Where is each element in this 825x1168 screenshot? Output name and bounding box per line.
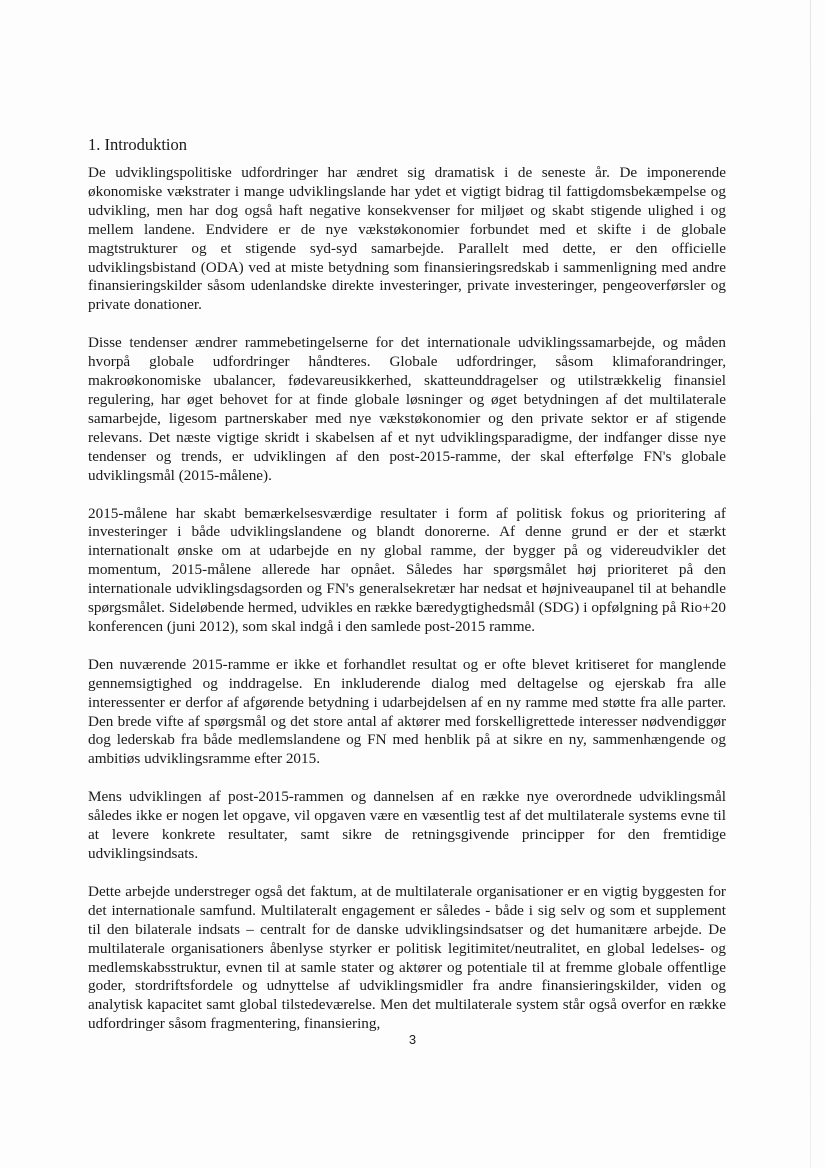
paragraph-1: De udviklingspolitiske udfordringer har ændret sig dramatisk i de seneste år. De imponerende økonomiske vækstrater i mange udviklingslande har ydet et vigtigt bidrag til fattigdomsbekæmpelse og udvikling, men har dog også haft negative konsekvenser for miljøet og skabt stigende ulighed i og mellem landene. Endvidere er de nye vækstøkonomier forbundet med et skifte i de globale magtstrukturer og et stigende syd-syd samarbejde. Parallelt med dette, er den officielle udviklingsbistand (ODA) ved at miste betydning som finansieringsredskab i sammenligning med andre finansieringskilder såsom udenlandske direkte investeringer, private investeringer, pengeoverførsler og private donationer. [88, 164, 726, 314]
scan-edge-line [810, 0, 811, 1168]
paragraph-2: Disse tendenser ændrer rammebetingelserne for det internationale udviklingssamarbejde, og måden hvorpå globale udfordringer håndteres. Globale udfordringer, såsom klimaforandringer, makroøkonomiske ubalancer, fødevareusikkerhed, skatteunddragelser og utilstrækkelig finansiel regulering, har øget behovet for at finde globale løsninger og øget betydningen af det multilaterale samarbejde, ligesom partnerskaber med nye vækstøkonomier og den private sektor er af stigende relevans. Det næste vigtige skridt i skabelsen af et nyt udviklingsparadigme, der indfanger disse nye tendenser og trends, er udviklingen af den post-2015-ramme, der skal efterfølge FN's globale udviklingsmål (2015-målene). [88, 334, 726, 484]
paragraph-5: Mens udviklingen af post-2015-rammen og dannelsen af en række nye overordnede udviklingsmål således ikke er nogen let opgave, vil opgaven være en væsentlig test af det multilaterale systems evne til at levere konkrete resultater, samt sikre de retningsgivende principper for den fremtidige udviklingsindsats. [88, 788, 726, 862]
paragraph-3: 2015-målene har skabt bemærkelsesværdige resultater i form af politisk fokus og prioritering af investeringer i både udviklingslandene og blandt donorerne. Af denne grund er der et stærkt internationalt ønske om at udarbejde en ny global ramme, der bygger på og videreudvikler det momentum, 2015-målene allerede har opnået. Således har spørgsmålet høj prioriteret på den internationale udviklingsdagsorden og FN's generalsekretær har nedsat et højniveaupanel til at behandle spørgsmålet. Sideløbende hermed, udvikles en række bæredygtighedsmål (SDG) i opfølgning på Rio+20 konferencen (juni 2012), som skal indgå i den samlede post-2015 ramme. [88, 504, 726, 635]
paragraph-4: Den nuværende 2015-ramme er ikke et forhandlet resultat og er ofte blevet kritiseret for manglende gennemsigtighed og inddragelse. En inkluderende dialog med deltagelse og ejerskab fra alle interessenter er derfor af afgørende betydning i udarbejdelsen af en ny ramme med støtte fra alle parter. Den brede vifte af spørgsmål og det store antal af aktører med forskelligrettede interesser nødvendiggør dog lederskab fra både medlemslandene og FN med henblik på at sikre en ny, sammenhængende og ambitiøs udviklingsramme efter 2015. [88, 655, 726, 768]
page-number: 3 [408, 1032, 417, 1047]
section-heading: 1. Introduktion [88, 135, 187, 154]
paragraph-6: Dette arbejde understreger også det faktum, at de multilaterale organisationer er en vigtig byggesten for det internationale samfund. Multilateralt engagement er således - både i sig selv og som et supplement til den bilaterale indsats – centralt for de danske udviklingsindsatser og det humanitære arbejde. De multilaterale organisationers åbenlyse styrker er politisk legitimitet/neutralitet, en global ledelses- og medlemskabsstruktur, evnen til at samle stater og aktører og potentiale til at fremme globale offentlige goder, stordriftsfordele og udnyttelse af udviklingsmidler fra andre finansieringskilder, viden og analytisk kapacitet samt global tilstedeværelse. Men det multilaterale system står også overfor en række udfordringer såsom fragmentering, finansiering, [88, 882, 726, 1033]
document-body [88, 133, 726, 1053]
